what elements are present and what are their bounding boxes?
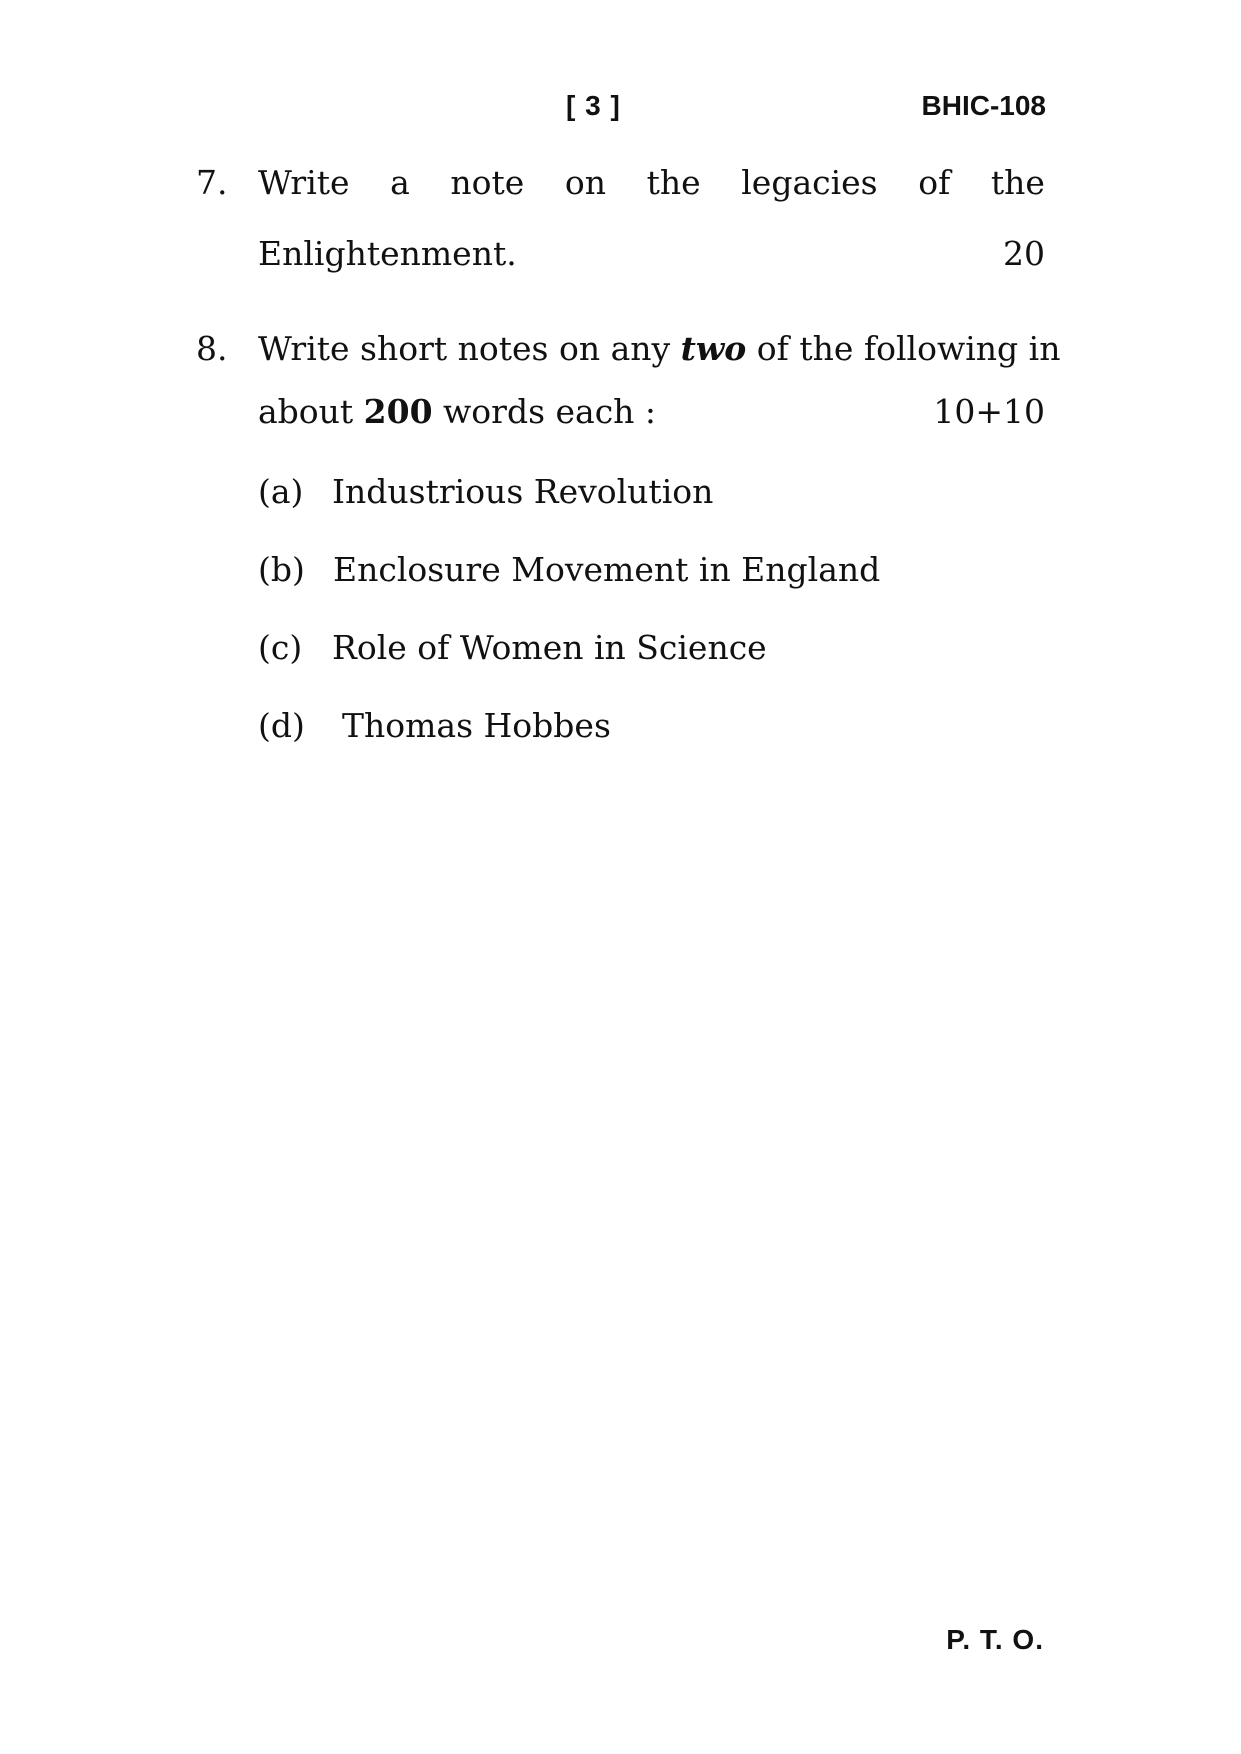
course-code: BHIC-108 bbox=[921, 90, 1046, 121]
question-7-text-end: Enlightenment. bbox=[258, 234, 517, 273]
question-8-text-c bbox=[258, 392, 656, 431]
word: the bbox=[990, 163, 1045, 202]
question-8-marks: 10+10 bbox=[933, 392, 1045, 431]
page-number: [ 3 ] bbox=[566, 90, 621, 121]
option-text: Enclosure Movement in England bbox=[333, 550, 881, 589]
word: a bbox=[390, 163, 410, 202]
option-text: Industrious Revolution bbox=[332, 472, 714, 511]
question-8-line-2 bbox=[258, 392, 1045, 431]
option-label: (a) bbox=[258, 472, 304, 511]
word: the bbox=[646, 163, 701, 202]
question-8-number: 8. bbox=[196, 329, 228, 368]
word: note bbox=[450, 163, 525, 202]
option-label: (d) bbox=[258, 706, 305, 745]
question-7-line-1 bbox=[258, 163, 1045, 202]
question-7-marks: 20 bbox=[1003, 234, 1045, 273]
option-label: (c) bbox=[258, 628, 303, 667]
option-text: Thomas Hobbes bbox=[342, 706, 611, 745]
option-label: (b) bbox=[258, 550, 305, 589]
word: of bbox=[918, 163, 951, 202]
text-words-each: words each : bbox=[432, 392, 657, 431]
word-count: 200 bbox=[363, 392, 433, 431]
option-text: Role of Women in Science bbox=[332, 628, 767, 667]
question-7-number: 7. bbox=[196, 163, 228, 202]
question-8-text-b: of the following in bbox=[746, 329, 1061, 368]
question-8-text-a: Write short notes on any bbox=[258, 329, 681, 368]
word: Write bbox=[258, 163, 350, 202]
question-8-line-1 bbox=[258, 329, 1061, 368]
pto-label: P. T. O. bbox=[946, 1624, 1044, 1655]
word: on bbox=[564, 163, 607, 202]
word: legacies bbox=[741, 163, 878, 202]
question-7-line-2 bbox=[258, 234, 1045, 273]
text-about: about bbox=[258, 392, 364, 431]
emphasis-two: two bbox=[680, 329, 747, 368]
